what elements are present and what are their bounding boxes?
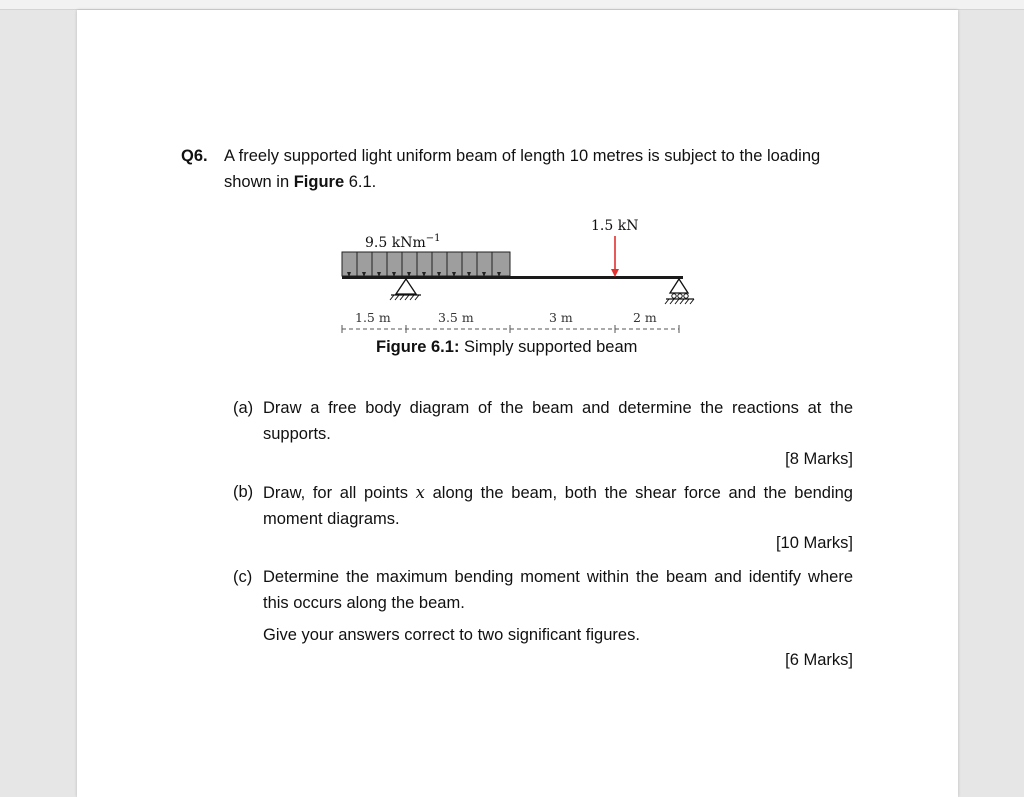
- dimension-3: 3 m: [549, 310, 573, 325]
- question-line-2-prefix: shown in: [224, 173, 294, 191]
- viewer-top-bar: [0, 0, 1024, 10]
- document-page: [77, 10, 958, 797]
- variable-x: x: [415, 483, 425, 502]
- part-b-text-before: Draw, for all points: [263, 484, 416, 502]
- part-a-marks: [8 Marks]: [785, 450, 853, 468]
- point-load-label: 1.5 kN: [591, 218, 639, 234]
- question-number: Q6.: [181, 147, 208, 165]
- roller-support: [665, 279, 694, 304]
- dimension-1: 1.5 m: [355, 310, 391, 325]
- part-a-text: Draw a free body diagram of the beam and determine the reactions at the supports.: [263, 399, 853, 443]
- part-c-extra: Give your answers correct to two significant figures.: [263, 626, 640, 644]
- pin-support: [390, 279, 421, 300]
- part-c-text: Determine the maximum bending moment within the beam and identify where this occurs along the beam.: [263, 568, 853, 612]
- part-b-marks: [10 Marks]: [775, 534, 853, 552]
- part-c-marks: [6 Marks]: [785, 651, 853, 669]
- part-b-label: (b): [233, 483, 254, 501]
- question-line-2-suffix: 6.1.: [344, 173, 377, 191]
- figure-reference: Figure: [293, 173, 345, 191]
- part-c-label: (c): [233, 568, 253, 586]
- dimension-line: [342, 325, 679, 333]
- question-line-1: A freely supported light uniform beam of length 10 metres is subject to the loading: [224, 147, 821, 165]
- beam-figure: [327, 210, 707, 335]
- beam: [342, 276, 683, 279]
- question-line-2: [224, 169, 376, 195]
- part-b-text: [263, 480, 853, 532]
- caption-text: Simply supported beam: [459, 338, 638, 356]
- dimension-2: 3.5 m: [438, 310, 474, 325]
- dimension-4: 2 m: [633, 310, 657, 325]
- figure-caption: [376, 338, 637, 357]
- point-load-arrowhead: [611, 269, 619, 277]
- udl-label: 9.5 kNm$^{-1}$: [365, 233, 441, 251]
- part-b-text-after: along the beam, both the shear force and the bending moment diagrams.: [263, 484, 853, 528]
- part-a-label: (a): [233, 399, 254, 417]
- caption-label: Figure 6.1:: [376, 338, 460, 356]
